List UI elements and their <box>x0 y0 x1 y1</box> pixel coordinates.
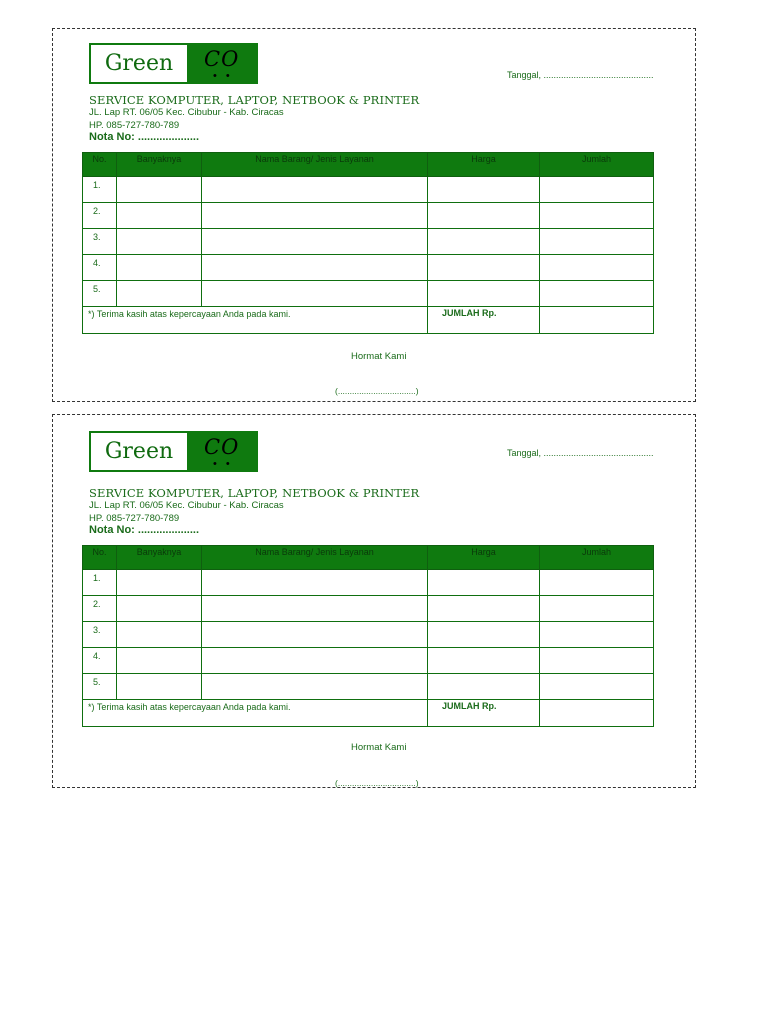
signature-line[interactable]: (.................................) <box>335 386 419 396</box>
cell-banyaknya[interactable] <box>117 229 202 255</box>
header-jumlah: Jumlah <box>540 153 654 177</box>
cell-banyaknya[interactable] <box>117 622 202 648</box>
header-harga: Harga <box>428 153 540 177</box>
cell-banyaknya[interactable] <box>117 255 202 281</box>
total-amount-cell[interactable] <box>540 700 654 727</box>
row-number: 2. <box>83 596 117 622</box>
logo-co-text: CO <box>204 47 240 71</box>
cell-harga[interactable] <box>428 281 540 307</box>
cell-harga[interactable] <box>428 570 540 596</box>
cell-banyaknya[interactable] <box>117 281 202 307</box>
table-row <box>83 674 654 700</box>
header-banyaknya: Banyaknya <box>117 153 202 177</box>
row-number: 1. <box>83 570 117 596</box>
cell-nama-barang[interactable] <box>202 255 428 281</box>
cell-nama-barang[interactable] <box>202 570 428 596</box>
row-number: 5. <box>83 674 117 700</box>
table-row <box>83 229 654 255</box>
logo-dots: • • <box>213 70 233 82</box>
signature-line[interactable]: (.................................) <box>335 778 419 788</box>
cell-nama-barang[interactable] <box>202 648 428 674</box>
table-row <box>83 177 654 203</box>
items-table <box>82 545 654 727</box>
cell-banyaknya[interactable] <box>117 177 202 203</box>
company-phone: HP. 085-727-780-789 <box>89 513 180 524</box>
row-number: 2. <box>83 203 117 229</box>
cell-banyaknya[interactable] <box>117 570 202 596</box>
cell-harga[interactable] <box>428 596 540 622</box>
row-number: 4. <box>83 255 117 281</box>
table-row <box>83 281 654 307</box>
company-logo <box>89 43 258 84</box>
nota-number-field[interactable]: Nota No: .................... <box>89 131 200 143</box>
receipt-top <box>52 28 696 402</box>
total-amount-cell[interactable] <box>540 307 654 334</box>
thank-you-note: *) Terima kasih atas kepercayaan Anda pada kami. <box>83 700 428 727</box>
cell-nama-barang[interactable] <box>202 203 428 229</box>
logo-co-panel <box>187 45 256 82</box>
cell-jumlah[interactable] <box>540 596 654 622</box>
company-name: SERVICE KOMPUTER, LAPTOP, NETBOOK & PRINTER <box>89 486 420 500</box>
nota-number-field[interactable]: Nota No: .................... <box>89 524 200 536</box>
thank-you-note: *) Terima kasih atas kepercayaan Anda pada kami. <box>83 307 428 334</box>
header-no: No. <box>83 153 117 177</box>
header-jumlah: Jumlah <box>540 546 654 570</box>
total-label: JUMLAH Rp. <box>428 307 540 334</box>
header-banyaknya: Banyaknya <box>117 546 202 570</box>
company-logo <box>89 431 258 472</box>
cell-nama-barang[interactable] <box>202 596 428 622</box>
cell-banyaknya[interactable] <box>117 596 202 622</box>
cell-banyaknya[interactable] <box>117 648 202 674</box>
hormat-kami-label: Hormat Kami <box>351 742 407 753</box>
cell-jumlah[interactable] <box>540 281 654 307</box>
logo-co-panel <box>187 433 256 470</box>
cell-jumlah[interactable] <box>540 570 654 596</box>
total-label: JUMLAH Rp. <box>428 700 540 727</box>
row-number: 1. <box>83 177 117 203</box>
company-address: JL. Lap RT. 06/05 Kec. Cibubur - Kab. Ciracas <box>89 500 284 511</box>
cell-jumlah[interactable] <box>540 674 654 700</box>
hormat-kami-label: Hormat Kami <box>351 351 407 362</box>
header-harga: Harga <box>428 546 540 570</box>
table-row <box>83 203 654 229</box>
company-phone: HP. 085-727-780-789 <box>89 120 180 131</box>
date-field[interactable]: Tanggal, ............................................ <box>507 448 654 458</box>
header-nama-barang: Nama Barang/ Jenis Layanan <box>202 153 428 177</box>
cell-banyaknya[interactable] <box>117 203 202 229</box>
cell-nama-barang[interactable] <box>202 229 428 255</box>
logo-dots: • • <box>213 458 233 470</box>
cell-harga[interactable] <box>428 229 540 255</box>
table-row <box>83 648 654 674</box>
cell-harga[interactable] <box>428 255 540 281</box>
cell-harga[interactable] <box>428 648 540 674</box>
table-footer-row <box>83 700 654 727</box>
cell-harga[interactable] <box>428 203 540 229</box>
date-field[interactable]: Tanggal, ............................................ <box>507 70 654 80</box>
table-row <box>83 622 654 648</box>
table-row <box>83 255 654 281</box>
logo-green-text: Green <box>91 433 187 470</box>
row-number: 4. <box>83 648 117 674</box>
table-header-row <box>83 153 654 177</box>
table-row <box>83 596 654 622</box>
cell-jumlah[interactable] <box>540 177 654 203</box>
header-nama-barang: Nama Barang/ Jenis Layanan <box>202 546 428 570</box>
table-row <box>83 570 654 596</box>
cell-jumlah[interactable] <box>540 203 654 229</box>
cell-jumlah[interactable] <box>540 622 654 648</box>
cell-nama-barang[interactable] <box>202 177 428 203</box>
cell-banyaknya[interactable] <box>117 674 202 700</box>
cell-harga[interactable] <box>428 622 540 648</box>
table-header-row <box>83 546 654 570</box>
company-name: SERVICE KOMPUTER, LAPTOP, NETBOOK & PRINTER <box>89 93 420 107</box>
logo-green-text: Green <box>91 45 187 82</box>
cell-harga[interactable] <box>428 177 540 203</box>
row-number: 3. <box>83 229 117 255</box>
receipt-bottom <box>52 414 696 788</box>
company-address: JL. Lap RT. 06/05 Kec. Cibubur - Kab. Ciracas <box>89 107 284 118</box>
cell-harga[interactable] <box>428 674 540 700</box>
row-number: 5. <box>83 281 117 307</box>
row-number: 3. <box>83 622 117 648</box>
cell-jumlah[interactable] <box>540 229 654 255</box>
items-table <box>82 152 654 334</box>
table-footer-row <box>83 307 654 334</box>
cell-nama-barang[interactable] <box>202 674 428 700</box>
cell-nama-barang[interactable] <box>202 622 428 648</box>
cell-jumlah[interactable] <box>540 648 654 674</box>
cell-nama-barang[interactable] <box>202 281 428 307</box>
cell-jumlah[interactable] <box>540 255 654 281</box>
header-no: No. <box>83 546 117 570</box>
logo-co-text: CO <box>204 435 240 459</box>
